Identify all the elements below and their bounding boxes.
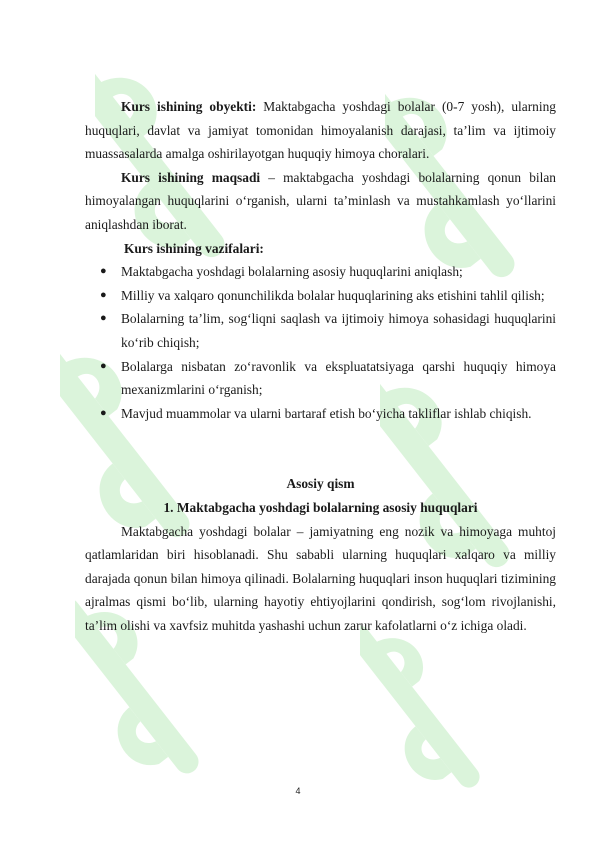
spacer — [85, 425, 556, 472]
bullet-icon: ● — [100, 288, 107, 301]
bullet-icon: ● — [100, 406, 107, 419]
objekt-text: Maktabgacha yoshdagi bolalar (0-7 yosh), ularning huquqlari, davlat va jamiyat tomonidan himoyalanish darajasi, ta’lim va ijtimoiy muassasalarda amalga oshirilayotgan huquqiy himoya choralari. — [85, 99, 556, 162]
page-number: 4 — [295, 786, 301, 796]
asosiy-qism-title: Asosiy qism — [286, 476, 355, 492]
vazifalar-list — [85, 260, 556, 425]
section-paragraph: Maktabgacha yoshdagi bolalar – jamiyatning eng nozik va himoyaga muhtoj qatlamlaridan biri hisoblanadi. Shu sababli ularning huquqlari xalqaro va milliy darajada qonun bilan himoya qilinadi. Bolalarning huquqlari inson huquqlari tizimining ajralmas qismi bo‘lib, ularning hayotiy ehtiyojlarini qondirish, sog‘lom rivojlanishi, ta’lim olishi va xavfsiz muhitda yashashi uchun zarur kafolatlarni o‘z ichiga oladi. — [85, 523, 556, 633]
document-body — [85, 95, 556, 637]
list-item-text: Mavjud muammolar va ularni bartaraf etish bo‘yicha takliflar ishlab chiqish. — [121, 405, 532, 421]
list-item-text: Milliy va xalqaro qonunchilikda bolalar huquqlarining aks etishini tahlil qilish; — [121, 287, 545, 303]
maqsad-label: Kurs ishining maqsadi — [121, 169, 261, 185]
list-item — [85, 307, 556, 354]
objekt-label: Kurs ishining obyekti: — [121, 99, 257, 114]
bullet-icon: ● — [100, 359, 107, 372]
list-item — [85, 402, 556, 426]
section-title: 1. Maktabgacha yoshdagi bolalarning asosiy huquqlari — [163, 499, 478, 515]
list-item — [85, 260, 556, 284]
list-item-text: Bolalarning ta’lim, sog‘liqni saqlash va ijtimoiy himoya sohasidagi huquqlarini ko‘rib chiqish; — [121, 311, 556, 350]
list-item — [85, 355, 556, 402]
list-item-text: Bolalarga nisbatan zo‘ravonlik va ekspluatatsiyaga qarshi huquqiy himoya mexanizmlarini o‘rganish; — [121, 358, 556, 398]
maqsad-text: – maktabgacha yoshdagi bolalarning qonun bilan himoyalangan huquqlarini o‘rganish, ularni ta’minlash va mustahkamlash yo‘llarini aniqlashdan iborat. — [85, 169, 556, 232]
list-item — [85, 284, 556, 308]
bullet-icon: ● — [100, 265, 107, 278]
vazifalar-heading: Kurs ishining vazifalari: — [124, 240, 264, 256]
maqsad-paragraph — [85, 166, 556, 237]
list-item-text: Maktabgacha yoshdagi bolalarning asosiy huquqlarini aniqlash; — [121, 264, 463, 280]
bullet-icon: ● — [100, 312, 107, 325]
objekt-paragraph — [85, 95, 556, 166]
